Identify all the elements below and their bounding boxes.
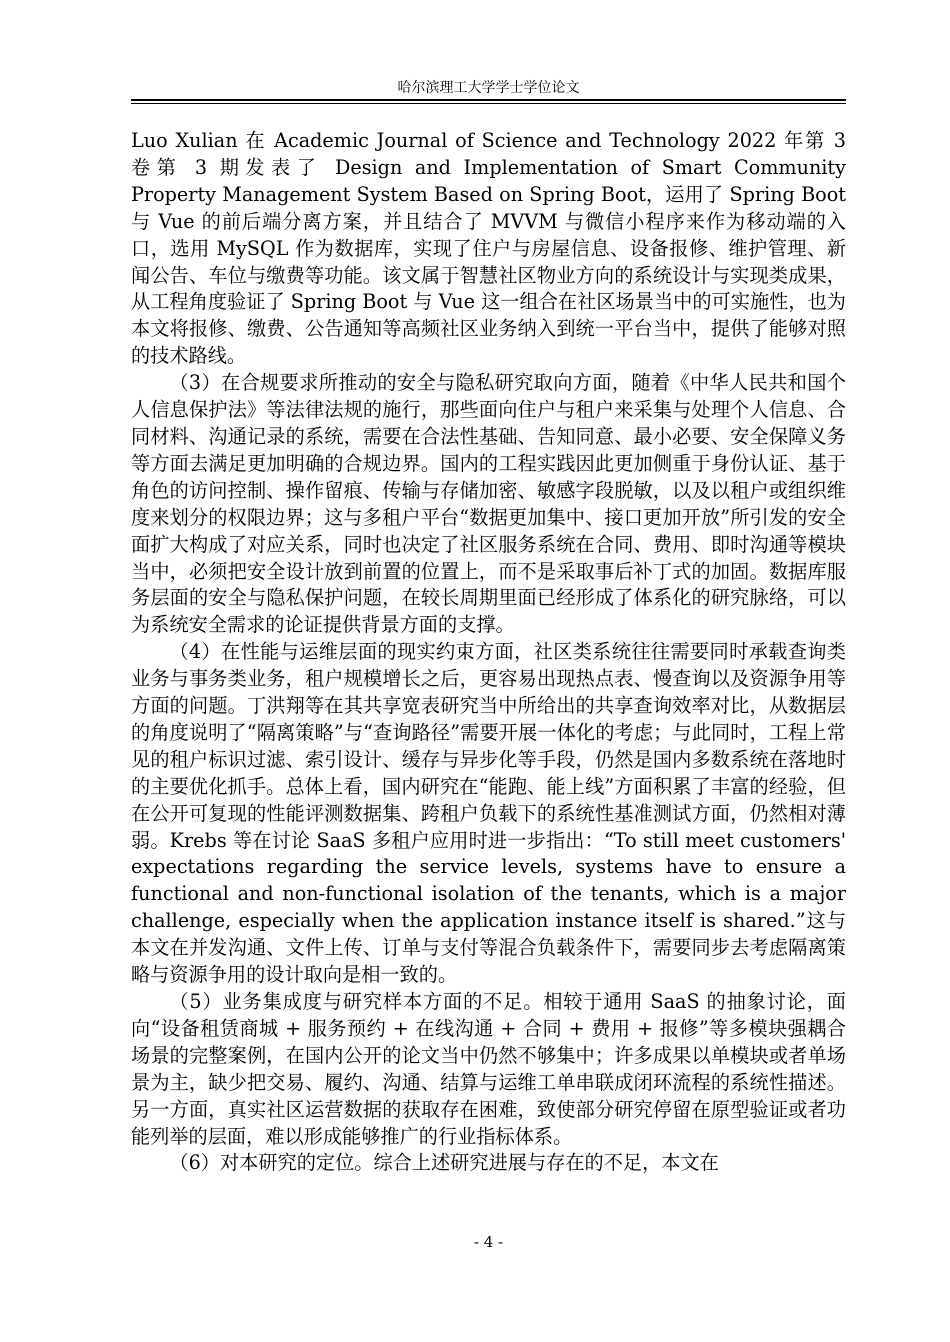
body-text: [131, 128, 846, 1177]
header-rule-thick: [131, 99, 846, 101]
paragraph-1: Luo Xulian 在 Academic Journal of Science and Technology 2022 年第 3 卷第 3 期发表了 Design and Implementation of Smart Community Property Management System Based on Spring Boot，运用了 Spring Boot 与 Vue 的前后端分离方案，并且结合了 MVVM 与微信小程序来作为移动端的入口，选用 MySQL 作为数据库，实现了住户与房屋信息、设备报修、维护管理、新闻公告、车位与缴费等功能。该文属于智慧社区物业方向的系统设计与实现类成果，从工程角度验证了 Spring Boot 与 Vue 这一组合在社区场景当中的可实施性，也为本文将报修、缴费、公告通知等高频社区业务纳入到统一平台当中，提供了能够对照的技术路线。: [131, 129, 846, 368]
paragraph-4: （5）业务集成度与研究样本方面的不足。相较于通用 SaaS 的抽象讨论，面向“设备租赁商城 + 服务预约 + 在线沟通 + 合同 + 费用 + 报修”等多模块强耦合场景的完整案例，在国内公开的论文当中仍然不够集中；许多成果以单模块或者单场景为主，缺少把交易、履约、沟通、结算与运维工单串联成闭环流程的系统性描述。另一方面，真实社区运营数据的获取存在困难，致使部分研究停留在原型验证或者功能列举的层面，难以形成能够推广的行业指标体系。: [131, 990, 846, 1148]
running-header: 哈尔滨理工大学学士学位论文: [397, 80, 580, 96]
paragraph-3: （4）在性能与运维层面的现实约束方面，社区类系统往往需要同时承载查询类业务与事务类业务，租户规模增长之后，更容易出现热点表、慢查询以及资源争用等方面的问题。丁洪翔等在其共享宽表研究当中所给出的共享查询效率对比，从数据层的角度说明了“隔离策略”与“查询路径”需要开展一体化的考虑；与此同时，工程上常见的租户标识过滤、索引设计、缓存与异步化等手段，仍然是国内多数系统在落地时的主要优化抓手。总体上看，国内研究在“能跑、能上线”方面积累了丰富的经验，但在公开可复现的性能评测数据集、跨租户负载下的系统性基准测试方面，仍然相对薄弱。Krebs 等在讨论 SaaS 多租户应用时进一步指出：“To still meet customers' expectations regarding the service levels, systems have to ensure a functional and non-functional isolation of the tenants, which is a major challenge, especially when the application instance itself is shared.”这与本文在并发沟通、文件上传、订单与支付等混合负载条件下，需要同步去考虑隔离策略与资源争用的设计取向是相一致的。: [131, 640, 846, 987]
paragraph-5: （6）对本研究的定位。综合上述研究进展与存在的不足，本文在: [169, 1151, 719, 1175]
header-rule-thin: [131, 103, 846, 104]
paragraph-2: （3）在合规要求所推动的安全与隐私研究取向方面，随着《中华人民共和国个人信息保护法》等法律法规的施行，那些面向住户与租户来采集与处理个人信息、合同材料、沟通记录的系统，需要在合法性基础、告知同意、最小必要、安全保障义务等方面去满足更加明确的合规边界。国内的工程实践因此更加侧重于身份认证、基于角色的访问控制、操作留痕、传输与存储加密、敏感字段脱敏，以及以租户或组织维度来划分的权限边界；这与多租户平台“数据更加集中、接口更加开放”所引发的安全面扩大构成了对应关系，同时也决定了社区服务系统在合同、费用、即时沟通等模块当中，必须把安全设计放到前置的位置上，而不是采取事后补丁式的加固。数据库服务层面的安全与隐私保护问题，在较长周期里面已经形成了体系化的研究脉络，可以为系统安全需求的论证提供背景方面的支撑。: [131, 371, 846, 637]
page-number: - 4 -: [473, 1233, 504, 1251]
